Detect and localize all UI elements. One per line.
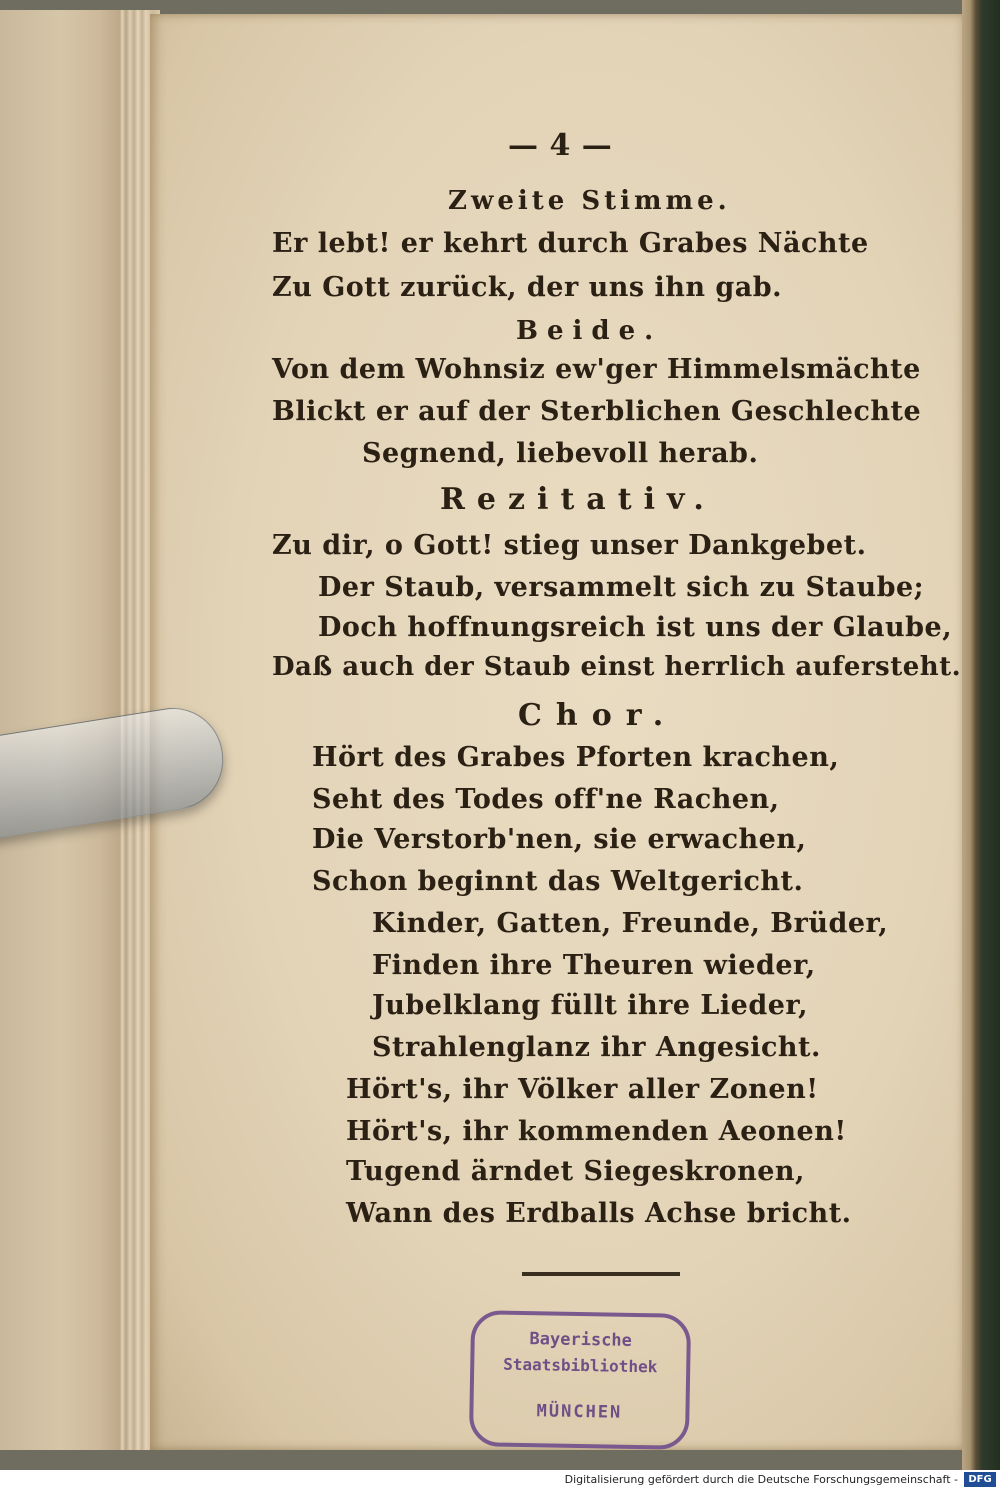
verse-line: Hört's, ihr kommenden Aeonen! (346, 1116, 847, 1147)
verse-line: Finden ihre Theuren wieder, (372, 950, 816, 981)
heading-rezitativ: Rezitativ. (440, 482, 716, 517)
verse-line: Blickt er auf der Sterblichen Geschlechte (272, 396, 922, 427)
verse-line: Von dem Wohnsiz ew'ger Himmelsmächte (272, 354, 921, 385)
stamp-line-3: MÜNCHEN (536, 1401, 623, 1423)
verse-line: Segnend, liebevoll herab. (362, 438, 759, 469)
stamp-line-2: Staatsbibliothek (503, 1354, 658, 1377)
verse-line: Hört des Grabes Pforten krachen, (312, 742, 840, 773)
verse-line: Er lebt! er kehrt durch Grabes Nächte (272, 228, 869, 259)
library-stamp (469, 1310, 691, 1450)
verse-line: Schon beginnt das Weltgericht. (312, 866, 804, 897)
verse-line: Doch hoffnungsreich ist uns der Glaube, (318, 612, 953, 643)
page-number: — 4 — (508, 128, 613, 163)
book-spine-edge (962, 0, 1000, 1470)
verse-line: Zu dir, o Gott! stieg unser Dankgebet. (272, 530, 867, 561)
verse-line: Die Verstorb'nen, sie erwachen, (312, 824, 807, 855)
verse-line: Der Staub, versammelt sich zu Staube; (318, 572, 925, 603)
heading-beide: Beide. (516, 316, 663, 346)
verse-line: Wann des Erdballs Achse bricht. (346, 1198, 852, 1229)
footer-credit: Digitalisierung gefördert durch die Deutsche Forschungsgemeinschaft - (564, 1473, 958, 1486)
verse-line: Zu Gott zurück, der uns ihn gab. (272, 272, 783, 303)
verse-line: Hört's, ihr Völker aller Zonen! (346, 1074, 819, 1105)
closing-rule (522, 1272, 680, 1276)
verse-line: Daß auch der Staub einst herrlich aufersteht. (272, 652, 962, 682)
footer-bar (0, 1470, 1000, 1491)
verse-line: Kinder, Gatten, Freunde, Brüder, (372, 908, 889, 939)
verse-line: Seht des Todes off'ne Rachen, (312, 784, 780, 815)
heading-zweite-stimme: Zweite Stimme. (448, 186, 731, 216)
verse-line: Tugend ärndet Siegeskronen, (346, 1156, 805, 1187)
heading-chor: Chor. (518, 698, 678, 733)
stamp-line-1: Bayerische (529, 1329, 633, 1351)
verse-line: Strahlenglanz ihr Angesicht. (372, 1032, 821, 1063)
verse-line: Jubelklang füllt ihre Lieder, (372, 990, 809, 1021)
dfg-logo-icon[interactable]: DFG (964, 1472, 996, 1487)
